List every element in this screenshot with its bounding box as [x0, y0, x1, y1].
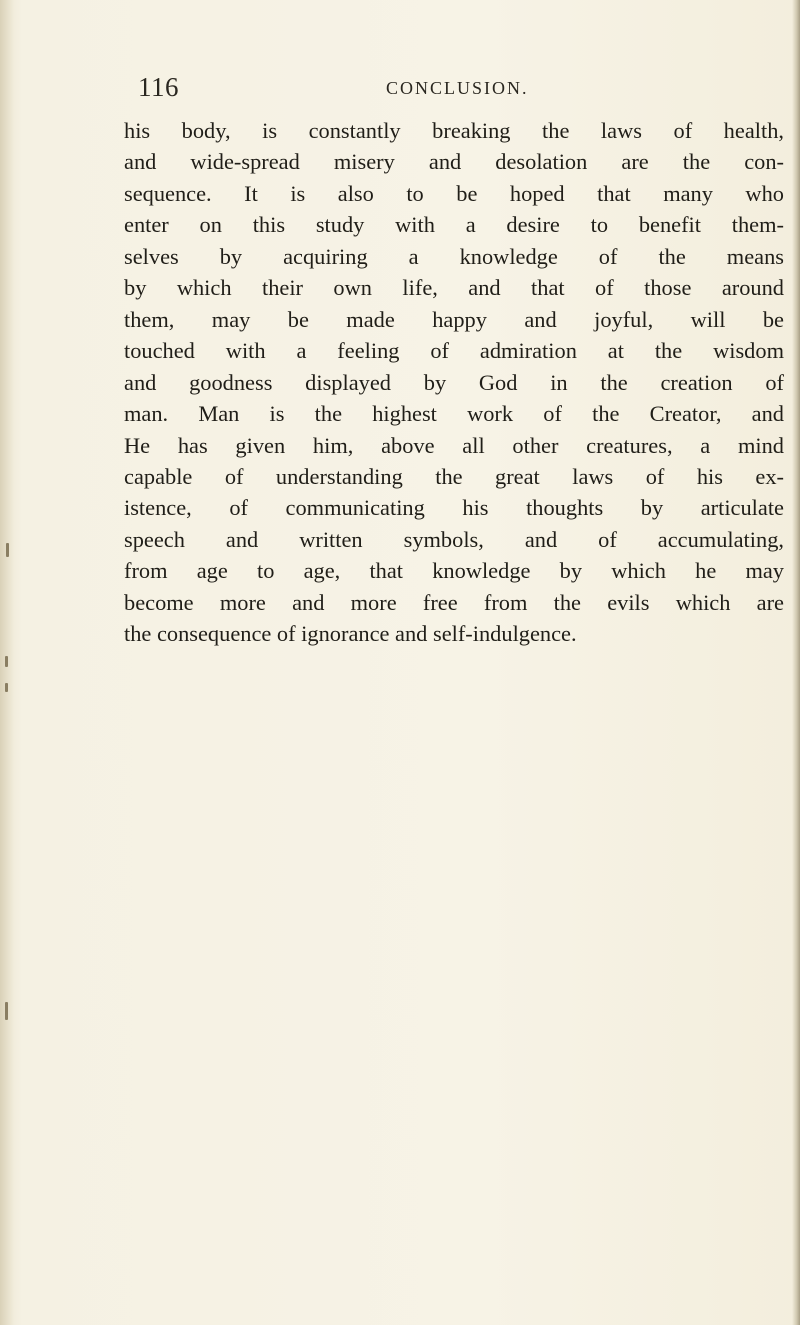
margin-mark [5, 683, 8, 692]
text-line: man. Man is the highest work of the Creator, and [124, 401, 784, 427]
page-edge [792, 0, 800, 1325]
text-line: by which their own life, and that of those around [124, 275, 784, 301]
text-line: capable of understanding the great laws of his ex- [124, 463, 784, 489]
text-line: his body, is constantly breaking the laws of health, [124, 118, 784, 143]
text-line: touched with a feeling of admiration at the wisdom [124, 338, 784, 364]
text-line: speech and written symbols, and of accumulating, [124, 526, 784, 552]
margin-mark [6, 543, 9, 557]
text-line: enter on this study with a desire to benefit them- [124, 212, 784, 238]
text-line: become more and more free from the evils which are [124, 589, 784, 615]
margin-mark [5, 1002, 8, 1020]
text-line: from age to age, that knowledge by which he may [124, 558, 784, 584]
page-number: 116 [138, 72, 179, 102]
text-line: and goodness displayed by God in the creation of [124, 369, 784, 395]
text-line: istence, of communicating his thoughts by articulate [124, 495, 784, 521]
margin-mark [5, 656, 8, 667]
text-line: and wide-spread misery and desolation are the con- [124, 149, 784, 175]
body-paragraph [124, 115, 784, 650]
running-head: CONCLUSION. [386, 78, 529, 98]
text-line: them, may be made happy and joyful, will be [124, 306, 784, 332]
text-line: He has given him, above all other creatures, a mind [124, 432, 784, 458]
page-header [138, 72, 788, 112]
text-line: sequence. It is also to be hoped that many who [124, 180, 784, 206]
text-line: the consequence of ignorance and self-indulgence. [124, 621, 577, 647]
text-line: selves by acquiring a knowledge of the means [124, 243, 784, 269]
